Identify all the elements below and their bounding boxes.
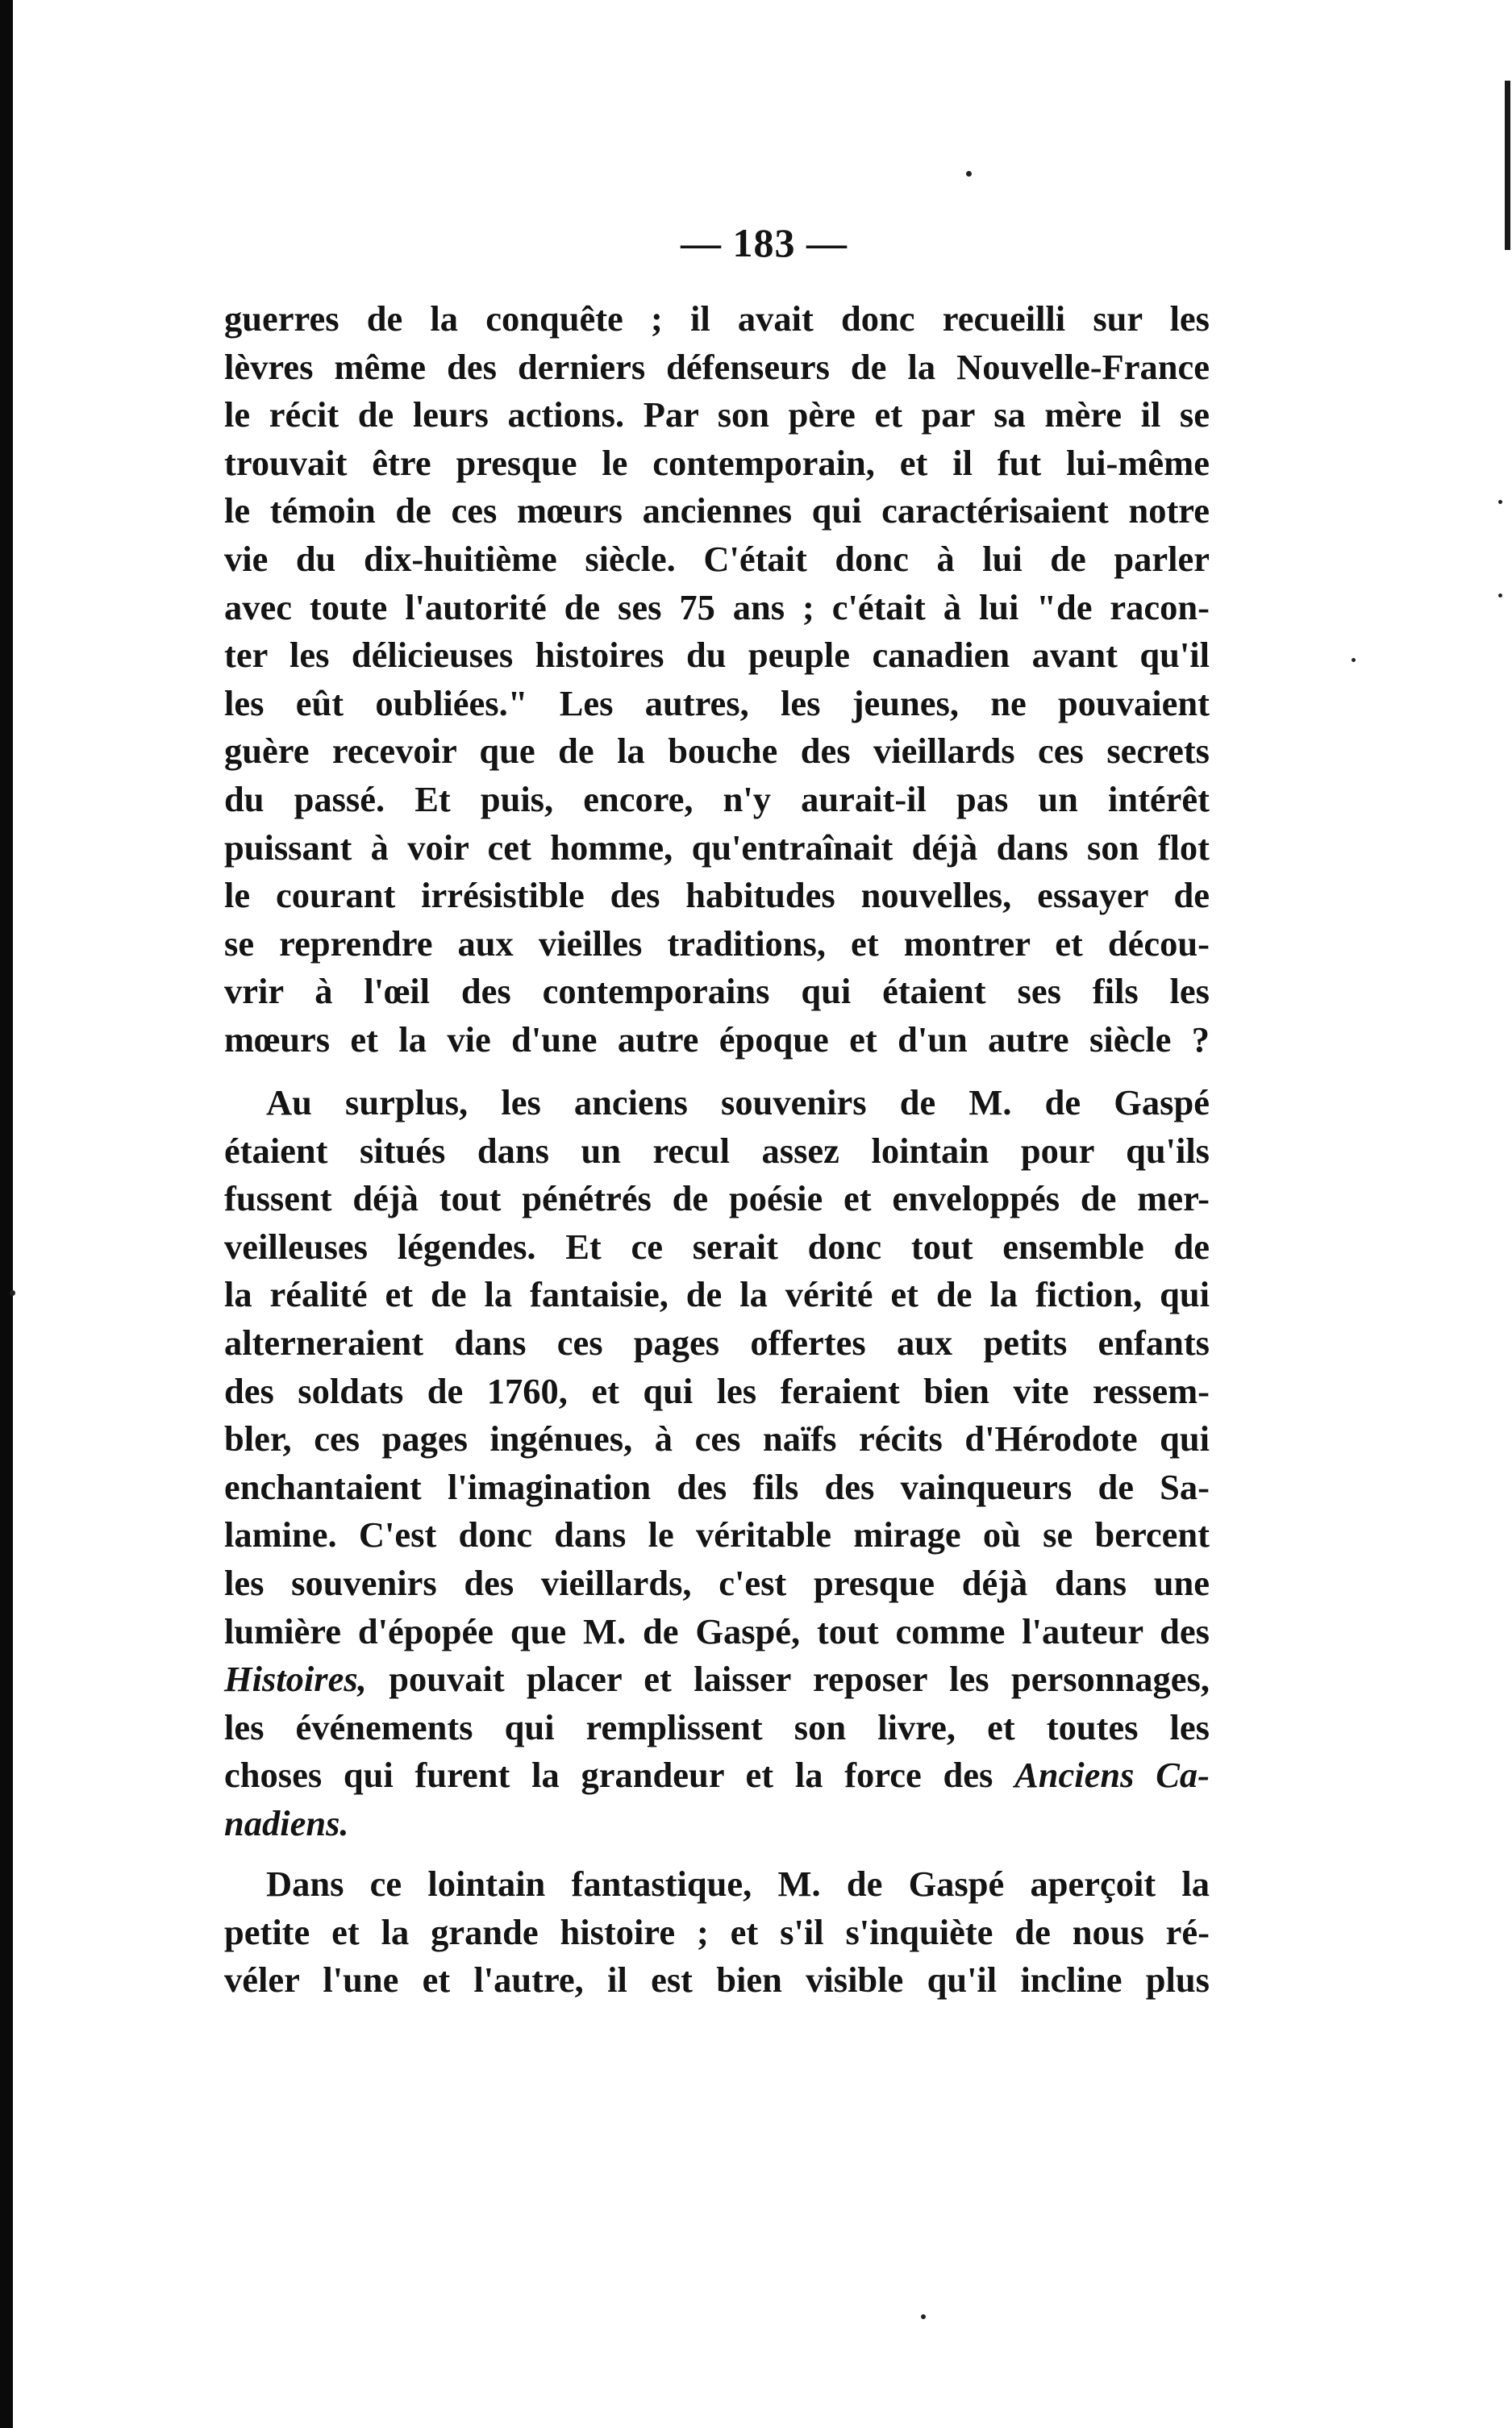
text-line: Au surplus, les anciens souvenirs de M. de Gaspé bbox=[266, 1082, 1210, 1122]
text-line: lèvres même des derniers défenseurs de la Nouvelle-France bbox=[224, 346, 1210, 387]
text-line bbox=[224, 1655, 1210, 1704]
scan-speck bbox=[1498, 500, 1502, 504]
scan-speck bbox=[10, 1290, 15, 1296]
text-line: se reprendre aux vieilles traditions, et montrer et décou- bbox=[224, 922, 1210, 964]
scan-speck bbox=[966, 171, 972, 177]
scan-speck bbox=[921, 2314, 926, 2319]
text-line: veilleuses légendes. Et ce serait donc tout ensemble de bbox=[224, 1226, 1210, 1267]
scan-speck bbox=[1498, 593, 1502, 598]
text-line: les événements qui remplissent son livre, et toutes les bbox=[224, 1706, 1210, 1747]
text-line: Dans ce lointain fantastique, M. de Gaspé aperçoit la bbox=[266, 1864, 1210, 1904]
text-line: alterneraient dans ces pages offertes aux petits enfants bbox=[224, 1322, 1210, 1363]
text-line: vie du dix-huitième siècle. C'était donc à lui de parler bbox=[224, 538, 1210, 579]
text-line: petite et la grande histoire ; et s'il s'inquiète de nous ré- bbox=[224, 1911, 1210, 1952]
text-line: ter les délicieuses histoires du peuple canadien avant qu'il bbox=[224, 635, 1210, 676]
text-line: vrir à l'œil des contemporains qui étaient ses fils les bbox=[224, 971, 1210, 1012]
text-line: nadiens. bbox=[224, 1802, 349, 1843]
text-line: du passé. Et puis, encore, n'y aurait-il pas un intérêt bbox=[224, 778, 1210, 819]
text-line: lumière d'épopée que M. de Gaspé, tout comme l'auteur des bbox=[224, 1610, 1210, 1651]
text-line: le récit de leurs actions. Par son père et par sa mère il se bbox=[224, 394, 1210, 435]
text-line bbox=[224, 1751, 1210, 1800]
text-line: avec toute l'autorité de ses 75 ans ; c'était à lui "de racon- bbox=[224, 586, 1210, 627]
text-line: enchantaient l'imagination des fils des vainqueurs de Sa- bbox=[224, 1466, 1210, 1507]
text-line: les eût oubliées." Les autres, les jeunes, ne pouvaient bbox=[224, 682, 1210, 723]
text-line: bler, ces pages ingénues, à ces naïfs récits d'Hérodote qui bbox=[224, 1418, 1210, 1460]
text-segment: choses qui furent la grandeur et la force des bbox=[224, 1755, 1015, 1796]
text-line: étaient situés dans un recul assez lointain pour qu'ils bbox=[224, 1130, 1210, 1171]
scan-left-border bbox=[0, 0, 13, 2428]
text-line: trouvait être presque le contemporain, et il fut lui-même bbox=[224, 442, 1210, 483]
scan-speck bbox=[1352, 658, 1356, 662]
text-line: le témoin de ces mœurs anciennes qui caractérisaient notre bbox=[224, 490, 1210, 531]
italic-title: Histoires, bbox=[224, 1659, 367, 1700]
text-line: guerres de la conquête ; il avait donc recueilli sur les bbox=[224, 298, 1210, 339]
paragraph-3 bbox=[224, 1860, 1210, 2005]
page-number: — 183 — bbox=[681, 220, 848, 265]
paragraph-2 bbox=[224, 1079, 1210, 1848]
text-line: mœurs et la vie d'une autre époque et d'un autre siècle ? bbox=[224, 1018, 1210, 1060]
paragraph-1 bbox=[224, 295, 1210, 1064]
text-line: le courant irrésistible des habitudes nouvelles, essayer de bbox=[224, 875, 1210, 916]
text-line: véler l'une et l'autre, il est bien visible qu'il incline plus bbox=[224, 1959, 1210, 2001]
text-line: guère recevoir que de la bouche des vieillards ces secrets bbox=[224, 731, 1210, 772]
text-line: la réalité et de la fantaisie, de la vérité et de la fiction, qui bbox=[224, 1274, 1210, 1315]
text-segment: pouvait placer et laisser reposer les personnages, bbox=[366, 1659, 1210, 1700]
italic-title: Anciens Ca- bbox=[1014, 1755, 1210, 1796]
text-line: les souvenirs des vieillards, c'est presque déjà dans une bbox=[224, 1562, 1210, 1603]
text-line: puissant à voir cet homme, qu'entraînait déjà dans son flot bbox=[224, 827, 1210, 868]
text-line: lamine. C'est donc dans le véritable mirage où se bercent bbox=[224, 1514, 1210, 1556]
text-line: des soldats de 1760, et qui les feraient bien vite ressem- bbox=[224, 1370, 1210, 1411]
text-line: fussent déjà tout pénétrés de poésie et enveloppés de mer- bbox=[224, 1178, 1210, 1219]
